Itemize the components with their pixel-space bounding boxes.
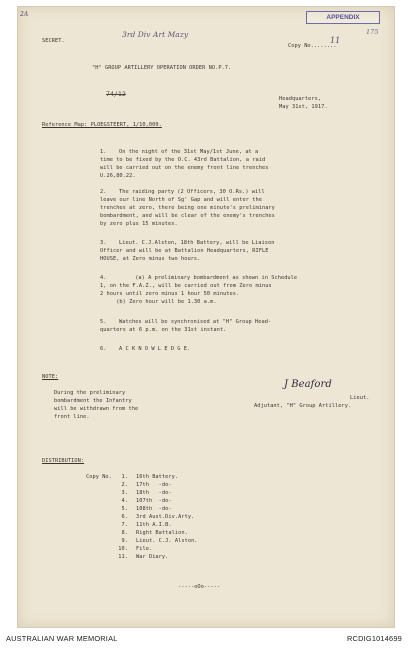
paragraph-line: (a) A preliminary bombardment as shown in Schedule bbox=[119, 275, 298, 281]
distribution-copy-number: 9. bbox=[121, 538, 128, 544]
order-title: "H" GROUP ARTILLERY OPERATION ORDER NO.P.7. bbox=[92, 65, 232, 71]
distribution-recipient: 108th -do- bbox=[136, 506, 172, 512]
distribution-copy-number: 7. bbox=[121, 522, 128, 528]
paragraph-line: trenches at zero, there being one minute's preliminary bbox=[100, 205, 275, 211]
paragraph-line: leave our line North of Sg' Gap and will enter the bbox=[100, 197, 262, 203]
distribution-recipient: Right Battalion. bbox=[136, 530, 188, 536]
paragraph-line: A C K N O W L E D G E. bbox=[119, 346, 191, 352]
folio-number: 175 bbox=[366, 28, 379, 36]
document-page bbox=[17, 6, 395, 628]
distribution-recipient: Lieut. C.J. Alston. bbox=[136, 538, 198, 544]
distribution-copy-number: 8. bbox=[121, 530, 128, 536]
distribution-recipient: File. bbox=[136, 546, 153, 552]
note-heading: NOTE: bbox=[42, 374, 59, 380]
distribution-recipient: 11th A.I.B. bbox=[136, 522, 172, 528]
paragraph-line: 2 hours until zero minus 1 hour 50 minutes. bbox=[100, 291, 240, 297]
distribution-recipient: 16th Battery. bbox=[136, 474, 179, 480]
distribution-copy-label: Copy No. bbox=[86, 474, 112, 480]
paragraph-line: (b) Zero hour will be 1.30 a.m. bbox=[100, 299, 217, 305]
paragraph-line: bombardment, and will be clear of the enemy's trenches bbox=[100, 213, 275, 219]
signatory-title: Adjutant, "H" Group Artillery. bbox=[254, 403, 352, 409]
distribution-recipient: 17th -do- bbox=[136, 482, 172, 488]
paragraph-line: 1, on the F.A.Z., will be carried out from Zero minus bbox=[100, 283, 272, 289]
footer-source: AUSTRALIAN WAR MEMORIAL bbox=[6, 634, 118, 643]
paragraph-line: The raiding party (2 Officers, 30 O.Rs.) will bbox=[119, 189, 265, 195]
distribution-copy-number: 3. bbox=[121, 490, 128, 496]
paragraph-line: time to be fixed by the O.C. 43rd Battalion, a raid bbox=[100, 157, 266, 163]
order-date: May 31st, 1917. bbox=[279, 104, 328, 110]
paragraph-number: 3. bbox=[100, 240, 107, 246]
distribution-copy-number: 1. bbox=[121, 474, 128, 480]
page-mark: 2A bbox=[20, 11, 29, 18]
paragraph-number: 1. bbox=[100, 149, 107, 155]
distribution-copy-number: 2. bbox=[121, 482, 128, 488]
signature: J Beaford bbox=[284, 379, 332, 390]
note-line: bombardment the Infantry bbox=[54, 398, 132, 404]
paragraph-line: U.26,80.22. bbox=[100, 173, 136, 179]
distribution-recipient: War Diary. bbox=[136, 554, 169, 560]
paragraph-line: Watches will be synchronised at "H" Group Head- bbox=[119, 319, 272, 325]
handwritten-unit-note: 3rd Div Art Mazy bbox=[122, 30, 189, 39]
signatory-rank: Lieut. bbox=[350, 395, 370, 401]
paragraph-number: 4. bbox=[100, 275, 107, 281]
paragraph-line: quarters at 6 p.m. on the 31st instant. bbox=[100, 327, 227, 333]
copy-number-label: Copy No........ bbox=[288, 43, 337, 49]
appendix-stamp: APPENDIX bbox=[306, 11, 380, 24]
distribution-copy-number: 5. bbox=[121, 506, 128, 512]
distribution-recipient: 3rd Aust.Div.Arty. bbox=[136, 514, 195, 520]
distribution-heading: DISTRIBUTION: bbox=[42, 458, 85, 464]
note-line: front line. bbox=[54, 414, 90, 420]
footer-identifier: RCDIG1014699 bbox=[347, 634, 402, 643]
copy-number-handwritten: 11 bbox=[330, 36, 341, 45]
security-classification: SECRET. bbox=[42, 38, 65, 44]
distribution-copy-number: 11. bbox=[118, 554, 128, 560]
distribution-copy-number: 6. bbox=[121, 514, 128, 520]
end-mark: -----oOo----- bbox=[178, 584, 221, 590]
distribution-recipient: 18th -do- bbox=[136, 490, 172, 496]
struck-reference: 74/12 bbox=[106, 90, 126, 98]
distribution-copy-number: 4. bbox=[121, 498, 128, 504]
paragraph-line: Officer and will be at Battalion Headquarters, RIFLE bbox=[100, 248, 269, 254]
paragraph-line: will be carried out on the enemy front line trenches bbox=[100, 165, 269, 171]
paragraph-number: 6. bbox=[100, 346, 107, 352]
reference-map: Reference Map: PLOEGSTEERT, 1/10,000. bbox=[42, 122, 162, 128]
paragraph-line: by zero plus 15 minutes. bbox=[100, 221, 178, 227]
distribution-copy-number: 10. bbox=[118, 546, 128, 552]
paragraph-line: HOUSE, at Zero minus two hours. bbox=[100, 256, 201, 262]
headquarters-label: Headquarters, bbox=[279, 96, 322, 102]
paragraph-number: 5. bbox=[100, 319, 107, 325]
paragraph-number: 2. bbox=[100, 189, 107, 195]
distribution-recipient: 107th -do- bbox=[136, 498, 172, 504]
note-line: During the preliminary bbox=[54, 390, 126, 396]
paragraph-line: On the night of the 31st May/1st June, at a bbox=[119, 149, 259, 155]
paragraph-line: Lieut. C.J.Alston, 18th Battery, will be Liaison bbox=[119, 240, 275, 246]
note-line: will be withdrawn from the bbox=[54, 406, 139, 412]
